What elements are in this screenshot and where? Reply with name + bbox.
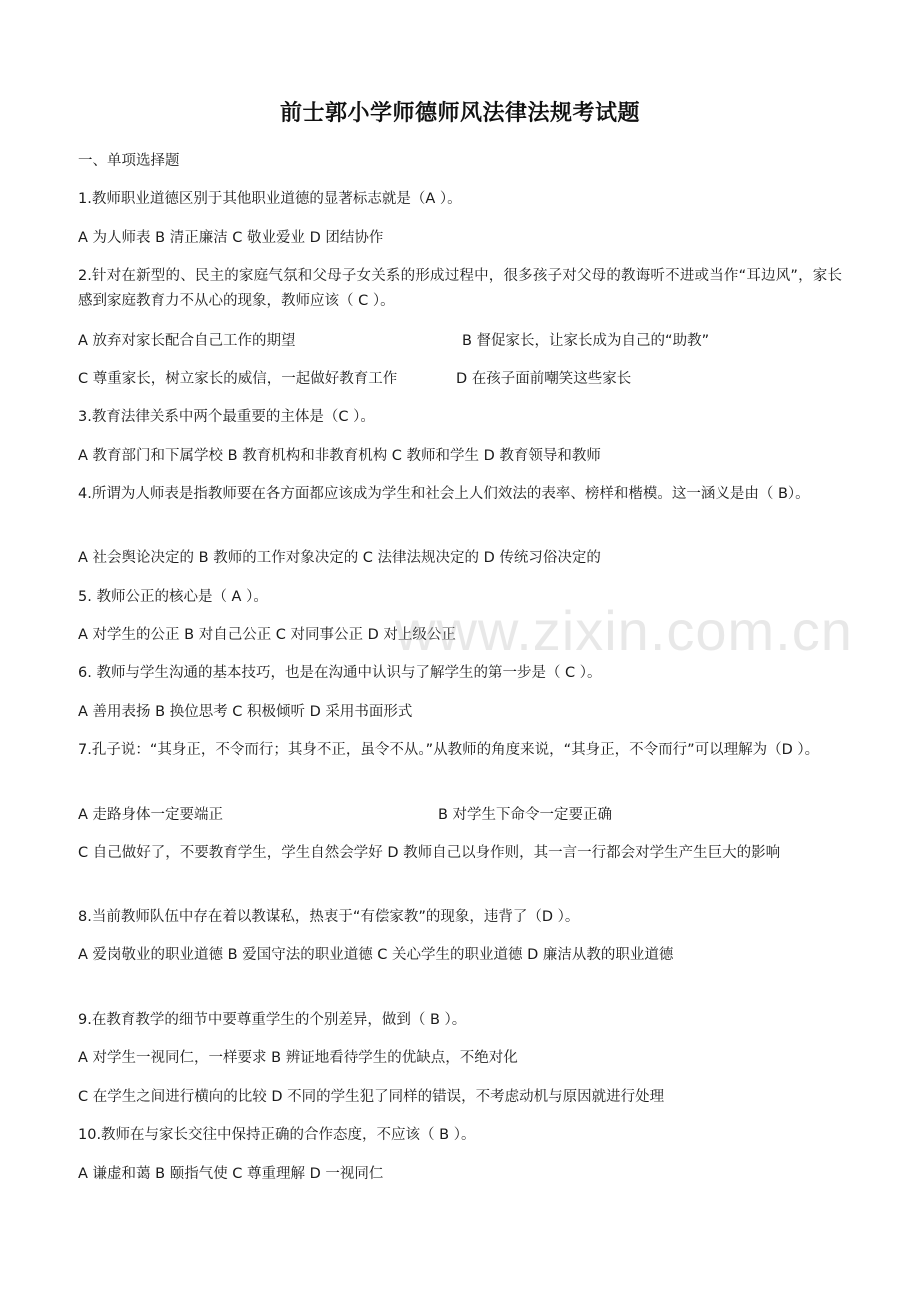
question-1-options: A 为人师表 B 清正廉洁 C 敬业爱业 D 团结协作 [78, 230, 384, 246]
question-4-options: A 社会舆论决定的 B 教师的工作对象决定的 C 法律法规决定的 D 传统习俗决定的 [78, 550, 601, 566]
question-10-options: A 谦虚和蔼 B 颐指气使 C 尊重理解 D 一视同仁 [78, 1166, 384, 1182]
question-2-option-d: D 在孩子面前嘲笑这些家长 [456, 371, 632, 387]
question-7: 7.孔子说：“其身正，不令而行；其身不正，虽令不从。”从教师的角度来说，“其身正，不令而行”可以理解为（D ）。 [78, 742, 820, 758]
question-2-option-a: A 放弃对家长配合自己工作的期望 [78, 333, 296, 349]
section-heading: 一、单项选择题 [78, 153, 180, 169]
question-6-options: A 善用表扬 B 换位思考 C 积极倾听 D 采用书面形式 [78, 704, 413, 720]
question-8-options: A 爱岗敬业的职业道德 B 爱国守法的职业道德 C 关心学生的职业道德 D 廉洁从教的职业道德 [78, 947, 674, 963]
question-2-option-b: B 督促家长，让家长成为自己的“助教” [462, 333, 710, 349]
question-9-options-ab: A 对学生一视同仁，一样要求 B 辨证地看待学生的优缺点，不绝对化 [78, 1050, 518, 1066]
question-3: 3.教育法律关系中两个最重要的主体是（C ）。 [78, 409, 375, 425]
question-2-option-c: C 尊重家长，树立家长的威信，一起做好教育工作 [78, 371, 398, 387]
question-7-option-a: A 走路身体一定要端正 [78, 807, 224, 823]
document-title: 前士郭小学师德师风法律法规考试题 [279, 101, 640, 126]
question-2: 2.针对在新型的、民主的家庭气氛和父母子女关系的形成过程中，很多孩子对父母的教诲听不进或当作“耳边风”，家长感到家庭教育力不从心的现象，教师应该（ C ）。 [78, 268, 842, 309]
question-9: 9.在教育教学的细节中要尊重学生的个别差异，做到（ B ）。 [78, 1012, 467, 1028]
question-4: 4.所谓为人师表是指教师要在各方面都应该成为学生和社会上人们效法的表率、榜样和楷模。这一涵义是由（ B）。 [78, 486, 810, 502]
question-5-options: A 对学生的公正 B 对自己公正 C 对同事公正 D 对上级公正 [78, 627, 456, 643]
question-8: 8.当前教师队伍中存在着以教谋私，热衷于“有偿家教”的现象，违背了（D ）。 [78, 909, 580, 925]
question-7-options-cd: C 自己做好了，不要教育学生，学生自然会学好 D 教师自己以身作则，其一言一行都会对学生产生巨大的影响 [78, 845, 781, 861]
question-7-option-b: B 对学生下命令一定要正确 [438, 807, 613, 823]
question-3-options: A 教育部门和下属学校 B 教育机构和非教育机构 C 教师和学生 D 教育领导和教师 [78, 448, 601, 464]
question-9-options-cd: C 在学生之间进行横向的比较 D 不同的学生犯了同样的错误，不考虑动机与原因就进行处理 [78, 1089, 665, 1105]
question-6: 6. 教师与学生沟通的基本技巧，也是在沟通中认识与了解学生的第一步是（ C ）。 [78, 665, 602, 681]
question-5: 5. 教师公正的核心是（ A ）。 [78, 589, 268, 605]
question-10: 10.教师在与家长交往中保持正确的合作态度，不应该（ B ）。 [78, 1127, 476, 1143]
question-1: 1.教师职业道德区别于其他职业道德的显著标志就是（A ）。 [78, 191, 462, 207]
site-watermark: www.zixin.com.cn [395, 599, 853, 662]
